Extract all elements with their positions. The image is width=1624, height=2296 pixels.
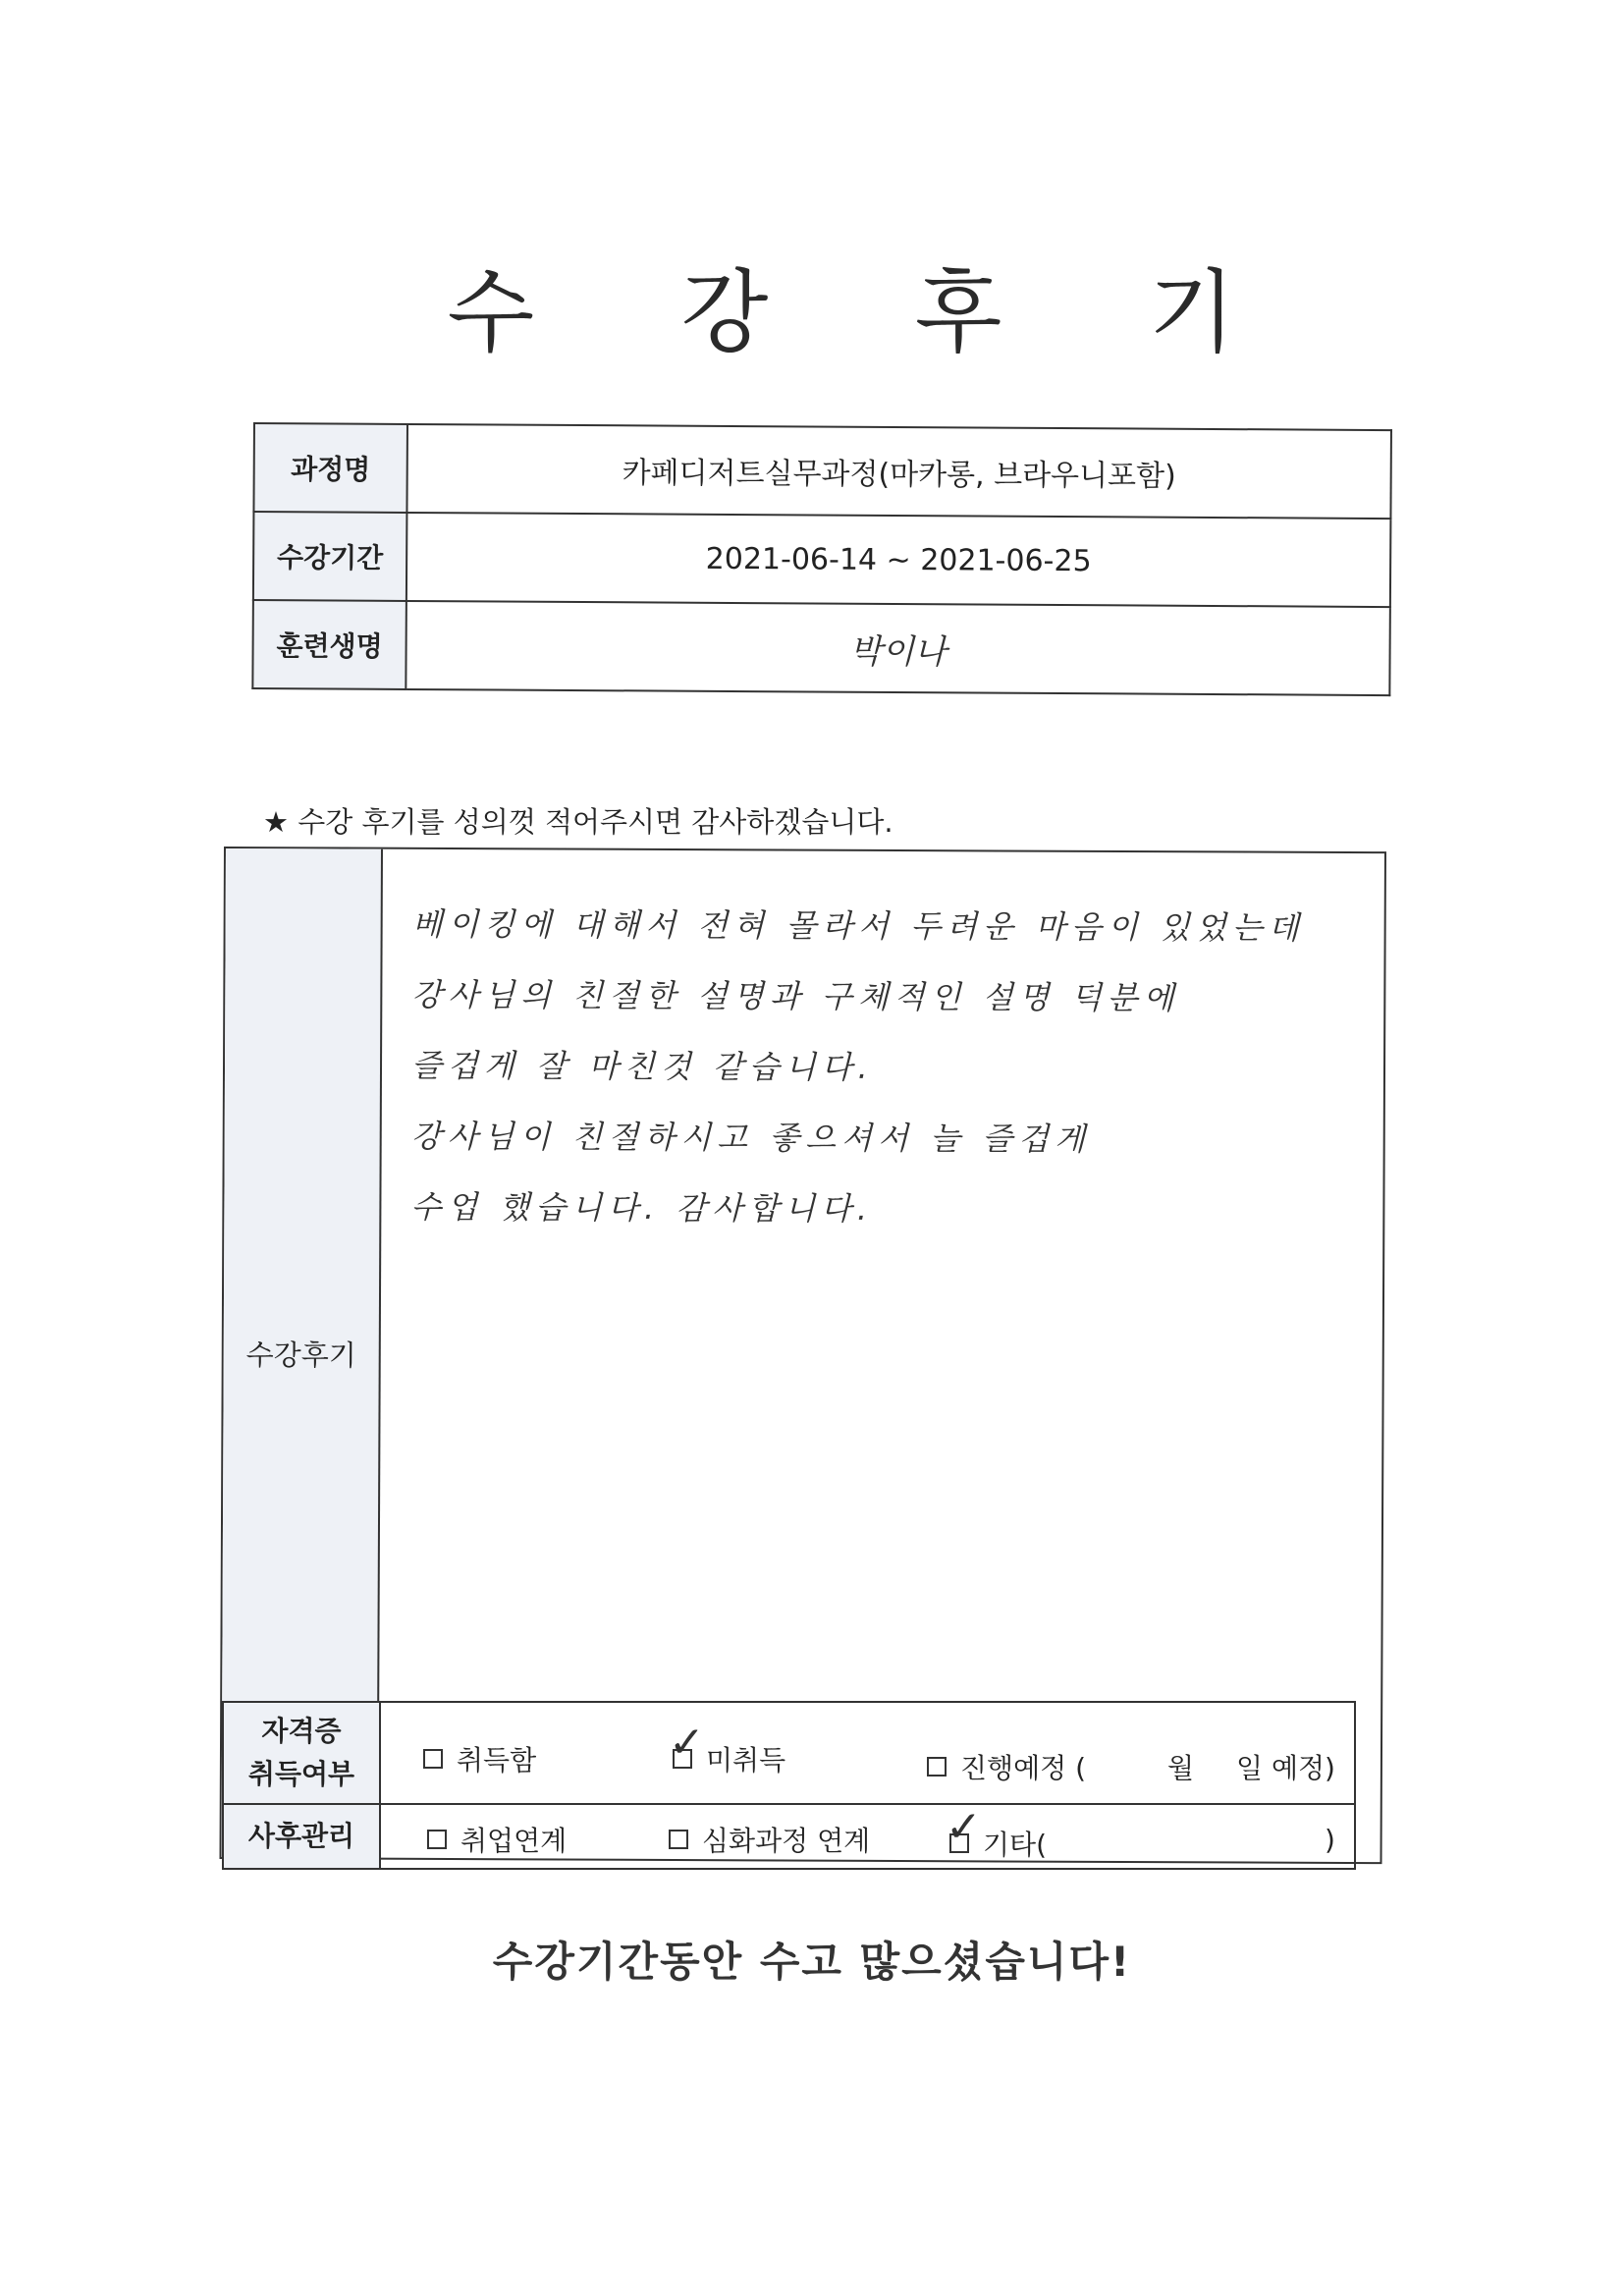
period-label: 수강기간 — [253, 512, 407, 601]
checkbox[interactable] — [423, 1749, 443, 1769]
review-line: 즐겁게 잘 마친것 같습니다. — [410, 1046, 874, 1086]
month-label: 월 — [1167, 1752, 1195, 1784]
other-close-paren: ) — [1325, 1824, 1335, 1856]
option-not-acquired[interactable]: ✓ 미취득 — [669, 1718, 786, 1777]
option-other[interactable]: ✓ 기타( — [946, 1802, 1048, 1861]
info-table — [251, 422, 1392, 696]
checkbox-checked[interactable] — [946, 1802, 982, 1853]
aftercare-label: 사후관리 — [223, 1804, 380, 1869]
instruction-note: ★ 수강 후기를 성의껏 적어주시면 감사하겠습니다. — [263, 805, 893, 839]
option-advanced-course[interactable]: 심화과정 연계 — [669, 1820, 870, 1859]
trainee-name-handwritten: 박이나 — [849, 631, 947, 672]
review-handwritten-text — [410, 889, 1345, 1246]
certificate-label-line1: 자격증 — [261, 1715, 342, 1747]
certificate-label-line2: 취득여부 — [247, 1758, 355, 1790]
option-in-progress[interactable]: 진행예정 ( — [927, 1747, 1086, 1786]
checkbox-checked[interactable] — [669, 1718, 705, 1769]
checkbox[interactable] — [427, 1830, 447, 1849]
review-label: 수강후기 — [245, 1338, 356, 1372]
review-line: 베이킹에 대해서 전혀 몰라서 두려운 마음이 있었는데 — [411, 904, 1305, 947]
course-value: 카페디저트실무과정(마카롱, 브라우니포함) — [406, 424, 1391, 519]
checkmark-icon: ✓ — [669, 1718, 705, 1768]
course-label: 과정명 — [253, 423, 407, 513]
checkmark-icon: ✓ — [946, 1802, 982, 1852]
review-line: 강사님이 친절하시고 좋으셔서 늘 즐겁게 — [410, 1117, 1091, 1158]
review-line: 강사님의 친절한 설명과 구체적인 설명 덕분에 — [411, 975, 1180, 1017]
day-scheduled-label: 일 예정) — [1236, 1752, 1335, 1784]
review-line: 수업 했습니다. 감사합니다. — [410, 1187, 874, 1228]
closing-message: 수강기간동안 수고 많으셨습니다! — [492, 1938, 1132, 1986]
page-title: 수 강 후 기 — [447, 260, 1295, 365]
option-job-link[interactable]: 취업연계 — [427, 1820, 567, 1859]
trainee-label: 훈련생명 — [252, 600, 406, 689]
checkbox[interactable] — [927, 1757, 947, 1777]
period-value: 2021-06-14 ~ 2021-06-25 — [406, 513, 1391, 607]
checkbox[interactable] — [669, 1830, 688, 1849]
option-acquired[interactable]: 취득함 — [423, 1739, 536, 1778]
status-table — [222, 1701, 1356, 1870]
